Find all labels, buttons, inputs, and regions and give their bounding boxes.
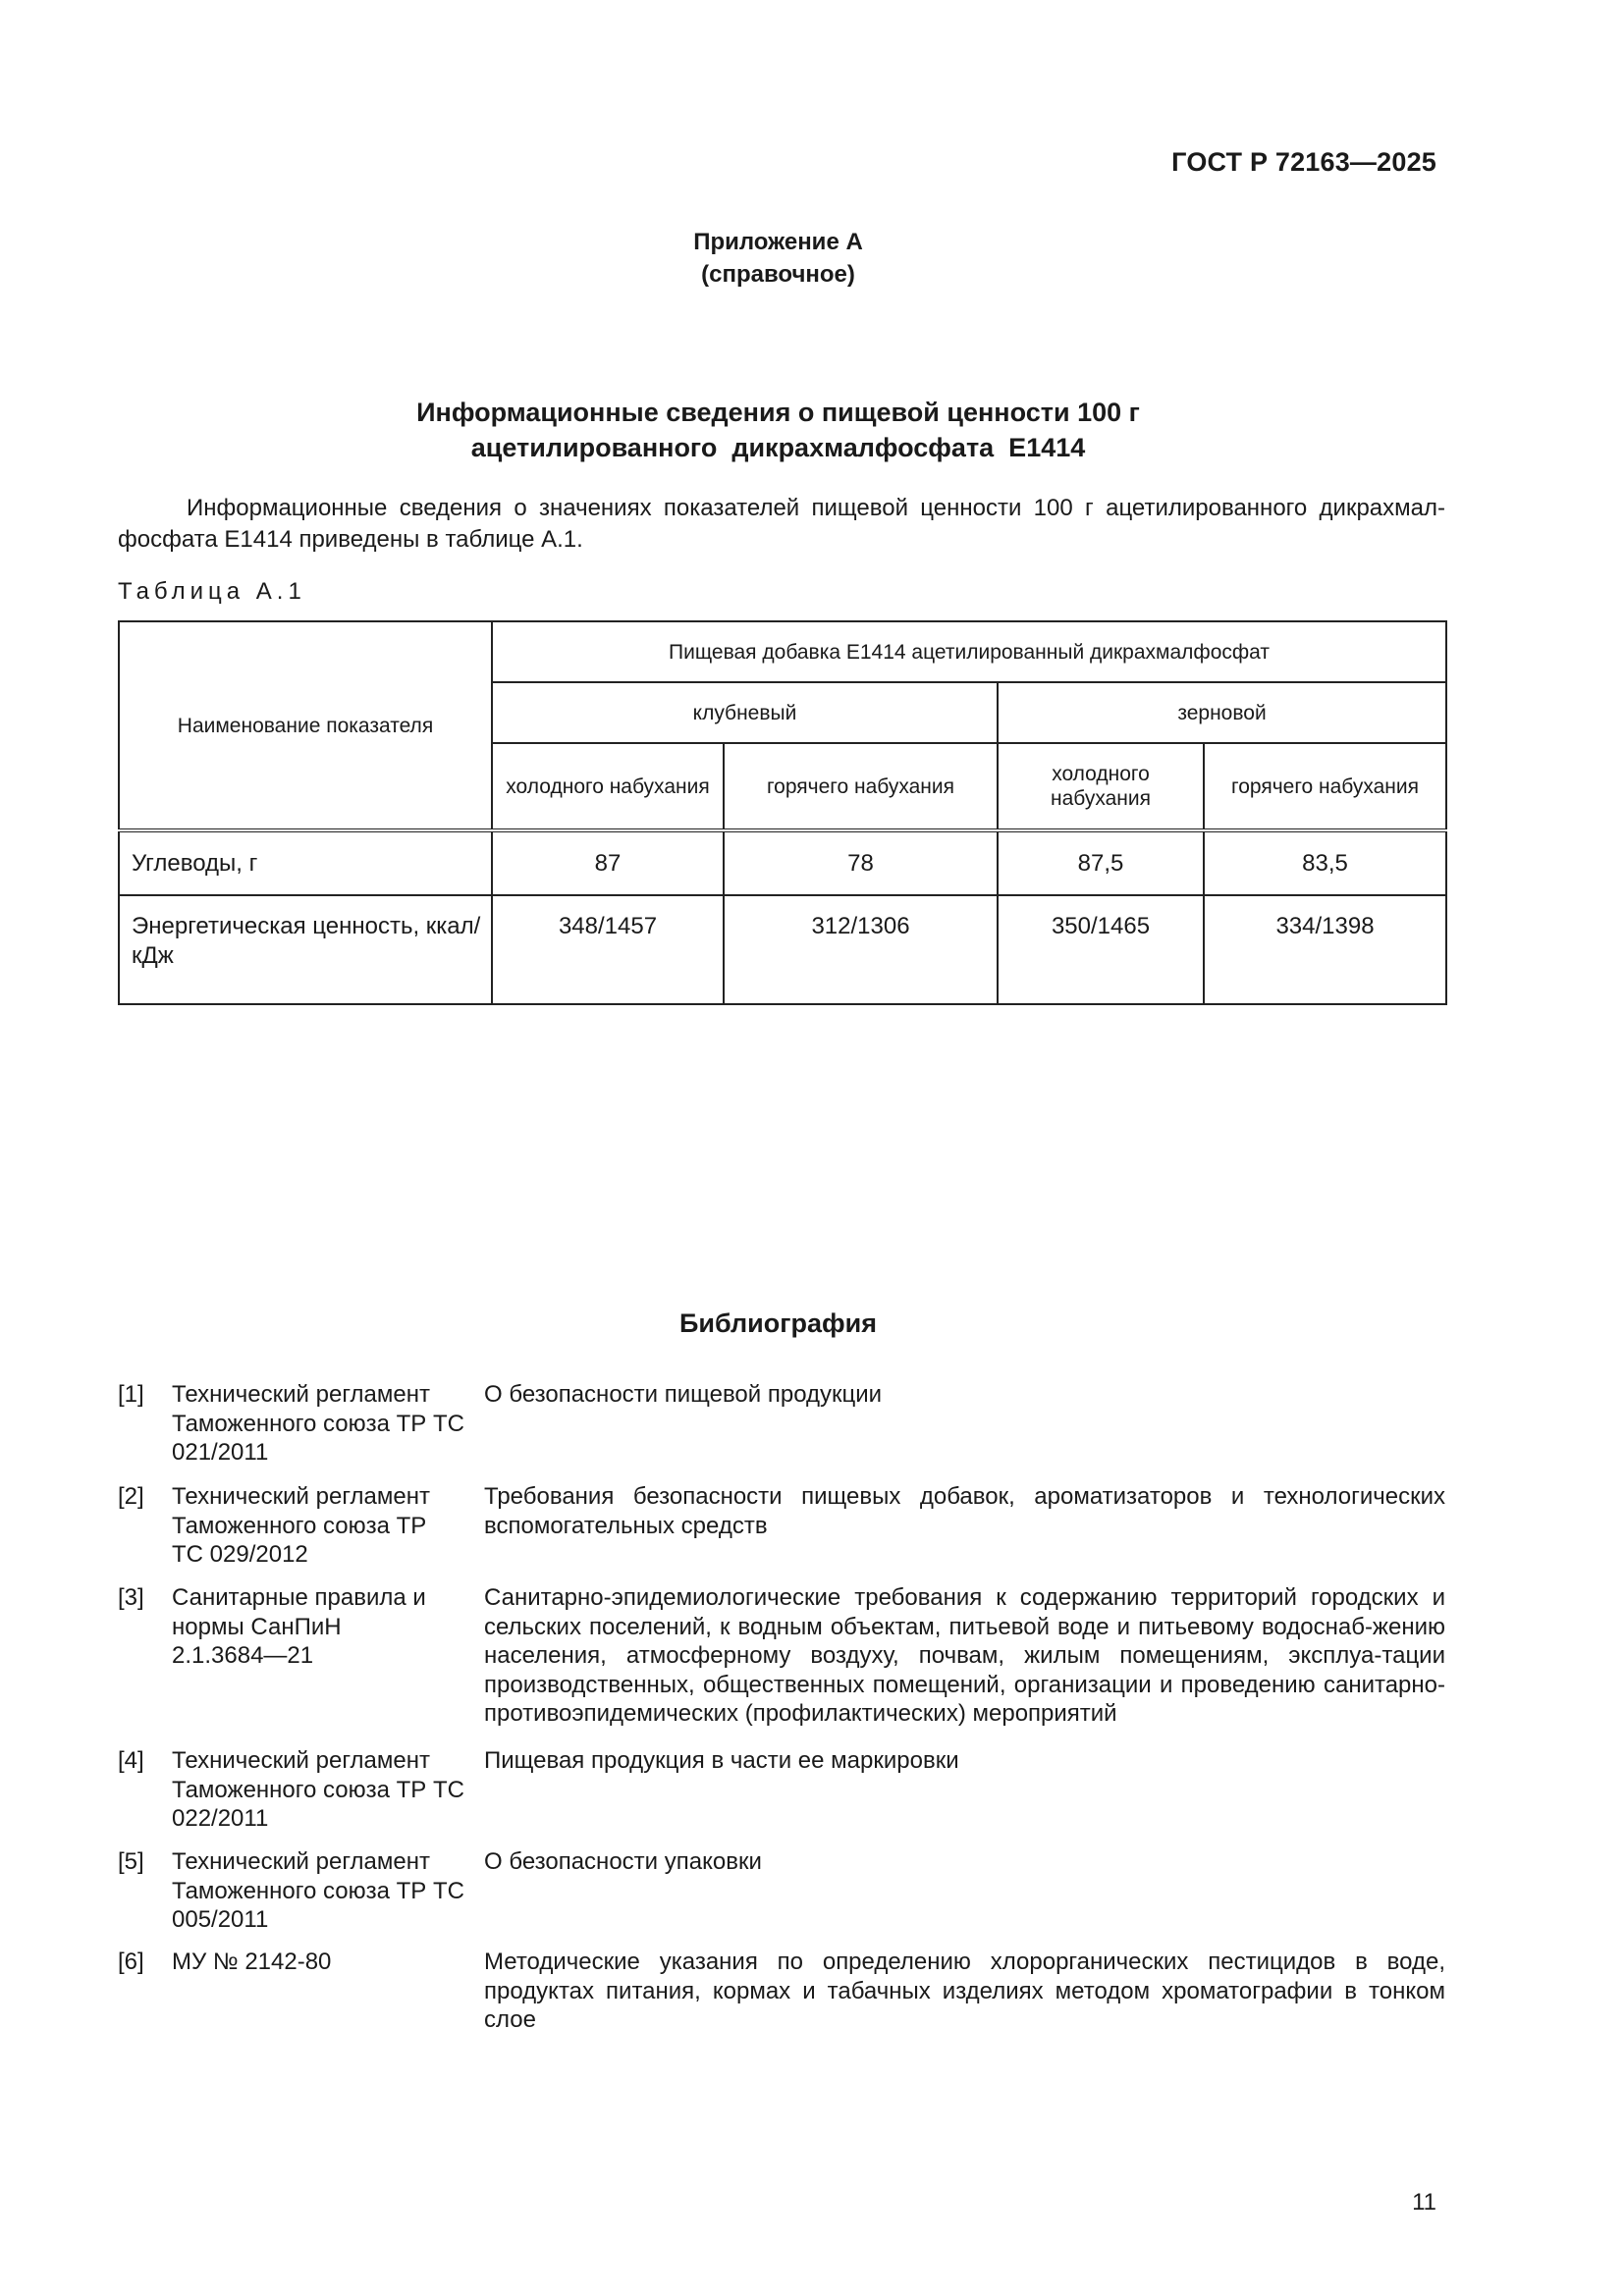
bibliography-source: Технический регламент Таможенного союза ТР ТС 021/2011 — [172, 1381, 464, 1466]
section-title-line-2: ацетилированного дикрахмалфосфата Е1414 — [470, 433, 1086, 462]
header-indicator-cell: Наименование показателя — [119, 621, 492, 830]
table-cell: 312/1306 — [724, 895, 998, 1004]
table-cell: 87 — [492, 830, 724, 895]
bibliography-source: МУ № 2142-80 — [172, 1949, 332, 1975]
table-row — [119, 895, 1446, 1004]
row-name-cell: Энергетическая ценность, ккал/кДж — [119, 895, 492, 1004]
bibliography-source: Технический регламент Таможенного союза ТР ТС 029/2012 — [172, 1483, 440, 1568]
appendix-heading — [0, 226, 1556, 291]
bibliography-item-title: О безопасности упаковки — [484, 1848, 762, 1875]
bibliography-item-title: О безопасности пищевой продукции — [484, 1381, 883, 1408]
bibliography-number: [2] — [118, 1483, 144, 1510]
appendix-subtitle: (справочное) — [701, 261, 855, 288]
bibliography-number: [6] — [118, 1949, 144, 1975]
document-code: ГОСТ Р 72163—2025 — [1171, 147, 1436, 177]
col-header-cold-tuber: холодного набухания — [492, 743, 724, 830]
table-cell: 348/1457 — [492, 895, 724, 1004]
table-cell: 350/1465 — [998, 895, 1204, 1004]
bibliography-number: [3] — [118, 1584, 144, 1611]
bibliography-item-title: Пищевая продукция в части ее маркировки — [484, 1747, 959, 1774]
bibliography-item-title: Требования безопасности пищевых добавок, ароматизаторов и технологических вспомогательных средств — [484, 1483, 1445, 1539]
table-cell: 334/1398 — [1204, 895, 1446, 1004]
subgroup-tuber-cell: клубневый — [492, 682, 998, 743]
row-name-cell: Углеводы, г — [119, 830, 492, 895]
intro-paragraph: Информационные сведения о значениях показателей пищевой ценности 100 г ацетилированного дикрахмал-фосфата Е1414 приведены в таблице А.1. — [118, 495, 1445, 553]
bibliography-item-title: Санитарно-эпидемиологические требования к содержанию территорий городских и сельских поселений, к водным объектам, питьевой воде и питьевому водоснаб-жению населения, атмосферному воздуху, почвам, жилым помещениям, эксплуа-тации производственных, общественных помещений, организации и проведению санитарно-противоэпидемических (профилактических) мероприятий — [484, 1584, 1445, 1727]
page-number: 11 — [1412, 2189, 1436, 2216]
section-title — [0, 395, 1556, 465]
table-cell: 83,5 — [1204, 830, 1446, 895]
col-header-cold-grain: холодного набухания — [998, 743, 1204, 830]
col-header-hot-grain: горячего набухания — [1204, 743, 1446, 830]
nutrition-table — [118, 620, 1447, 1005]
bibliography-title: Библиография — [679, 1308, 877, 1338]
col-header-hot-tuber: горячего набухания — [724, 743, 998, 830]
table-caption: Таблица А.1 — [118, 578, 306, 605]
bibliography-source: Технический регламент Таможенного союза ТР ТС 022/2011 — [172, 1747, 464, 1832]
table-cell: 78 — [724, 830, 998, 895]
bibliography-number: [5] — [118, 1848, 144, 1875]
bibliography-source: Санитарные правила и нормы СанПиН 2.1.3684—21 — [172, 1584, 440, 1669]
bibliography-number: [4] — [118, 1747, 144, 1774]
appendix-title: Приложение А — [693, 229, 863, 255]
section-title-line-1: Информационные сведения о пищевой ценности 100 г — [416, 398, 1140, 427]
table-cell: 87,5 — [998, 830, 1204, 895]
header-group-cell: Пищевая добавка Е1414 ацетилированный дикрахмалфосфат — [492, 621, 1446, 682]
bibliography-item-title: Методические указания по определению хлорорганических пестицидов в воде, продуктах питания, кормах и табачных изделиях методом хроматографии в тонком слое — [484, 1949, 1445, 2033]
subgroup-grain-cell: зерновой — [998, 682, 1446, 743]
bibliography-source: Технический регламент Таможенного союза ТР ТС 005/2011 — [172, 1848, 464, 1933]
bibliography-number: [1] — [118, 1381, 144, 1408]
table-row — [119, 830, 1446, 895]
